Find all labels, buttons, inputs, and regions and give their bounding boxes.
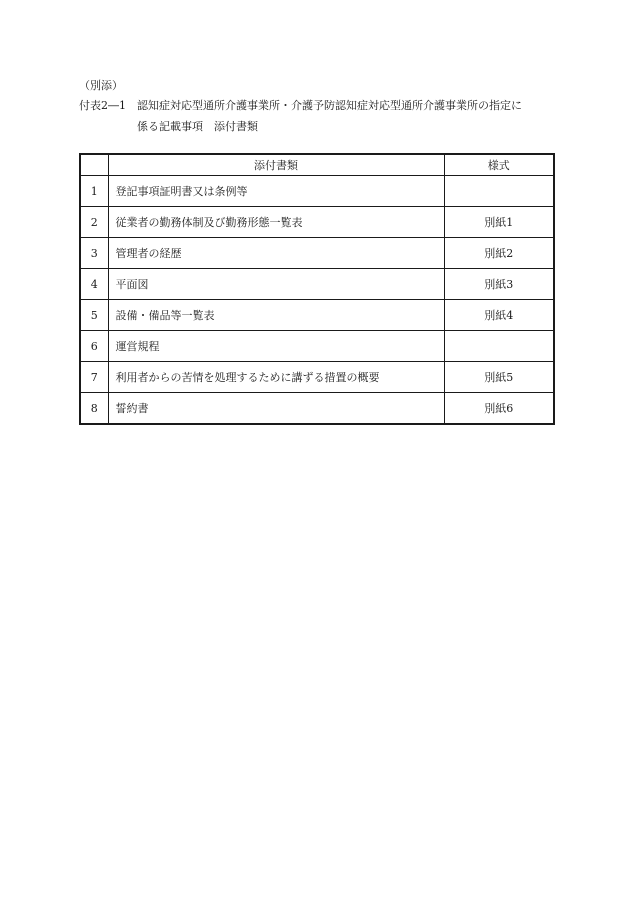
table-row <box>80 238 554 269</box>
table-row <box>80 207 554 238</box>
title-text-line1: 認知症対応型通所介護事業所・介護予防認知症対応型通所介護事業所の指定に <box>137 99 522 112</box>
row-form: 別紙3 <box>444 269 554 300</box>
table-row <box>80 362 554 393</box>
row-document: 平面図 <box>108 269 444 300</box>
row-form: 別紙2 <box>444 238 554 269</box>
row-document: 登記事項証明書又は条例等 <box>108 176 444 207</box>
attachment-note: （別添） <box>79 79 123 92</box>
row-form <box>444 176 554 207</box>
document-title-line2: 係る記載事項 添付書類 <box>137 120 258 133</box>
row-document: 管理者の経歴 <box>108 238 444 269</box>
table-row <box>80 176 554 207</box>
row-form <box>444 331 554 362</box>
row-number: 2 <box>80 207 108 238</box>
row-document: 誓約書 <box>108 393 444 425</box>
table-row <box>80 300 554 331</box>
title-prefix: 付表2―1 <box>79 99 126 112</box>
row-document: 従業者の勤務体制及び勤務形態一覧表 <box>108 207 444 238</box>
column-header-number <box>80 154 108 176</box>
table-row <box>80 331 554 362</box>
row-number: 8 <box>80 393 108 425</box>
table-row <box>80 393 554 425</box>
row-form: 別紙1 <box>444 207 554 238</box>
row-number: 1 <box>80 176 108 207</box>
row-document: 運営規程 <box>108 331 444 362</box>
column-header-form: 様式 <box>444 154 554 176</box>
row-document: 利用者からの苦情を処理するために講ずる措置の概要 <box>108 362 444 393</box>
column-header-document: 添付書類 <box>108 154 444 176</box>
row-number: 4 <box>80 269 108 300</box>
row-number: 7 <box>80 362 108 393</box>
row-form: 別紙6 <box>444 393 554 425</box>
row-document: 設備・備品等一覧表 <box>108 300 444 331</box>
row-number: 3 <box>80 238 108 269</box>
table-row <box>80 269 554 300</box>
row-form: 別紙5 <box>444 362 554 393</box>
attachment-table <box>79 153 555 425</box>
document-title-line1 <box>79 99 522 113</box>
row-number: 6 <box>80 331 108 362</box>
table-header-row <box>80 154 554 176</box>
row-number: 5 <box>80 300 108 331</box>
row-form: 別紙4 <box>444 300 554 331</box>
